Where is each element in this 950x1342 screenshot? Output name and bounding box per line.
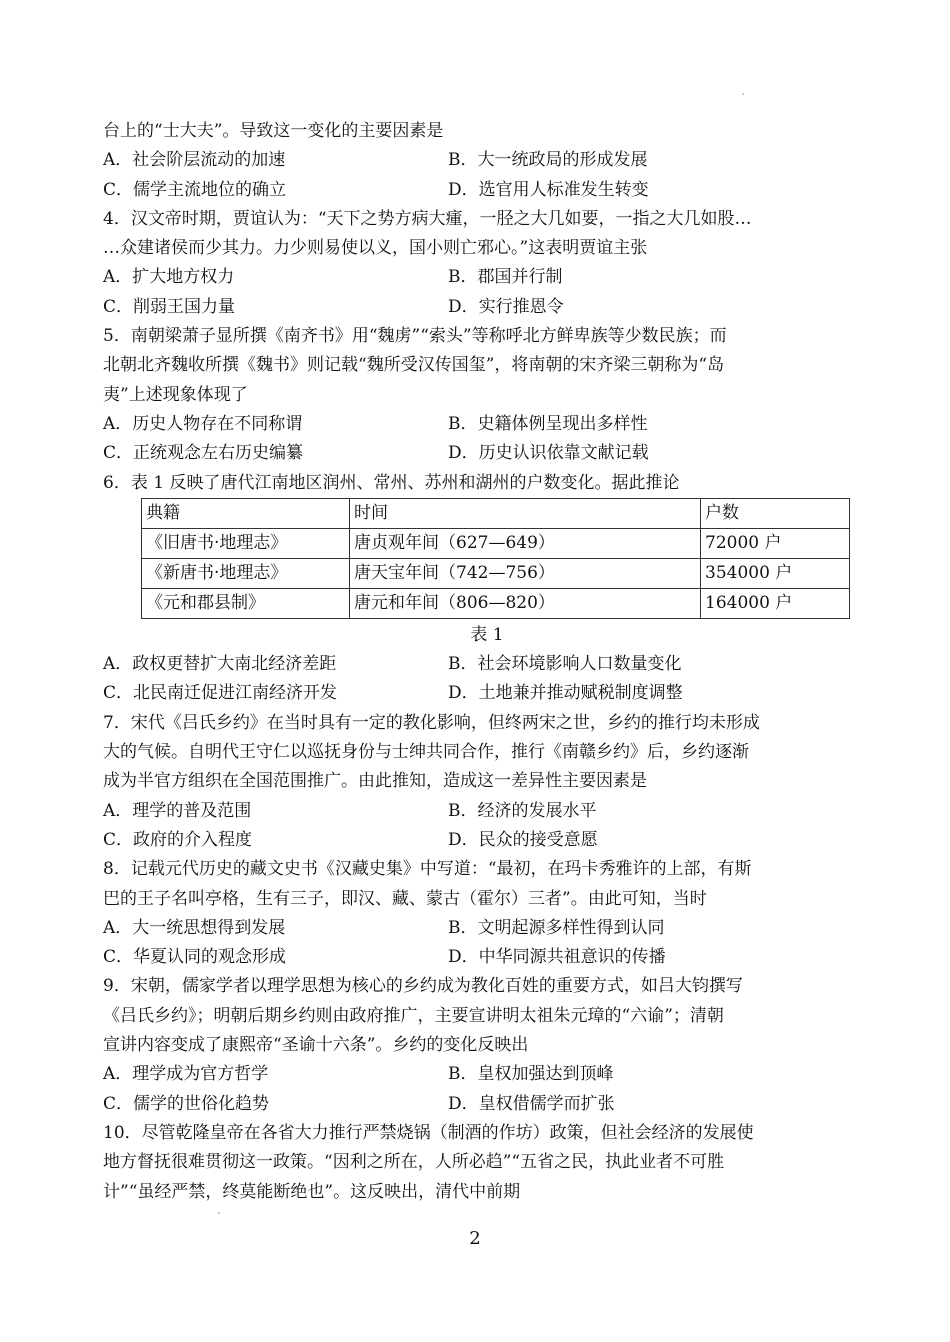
answer-option: B．经济的发展水平 [448,800,597,821]
answer-option: C．北民南迁促进江南经济开发 [103,683,338,704]
question-text-line: 台上的“士大夫”。导致这一变化的主要因素是 [103,121,444,141]
table-row [142,558,850,588]
answer-option: A．理学成为官方哲学 [103,1064,269,1085]
answer-option: B．文明起源多样性得到认同 [448,917,665,938]
question-text-line: 5．南朝梁萧子显所撰《南齐书》用“魏虏”“索头”等称呼北方鲜卑族等少数民族；而 [103,326,727,347]
question-text-line: 10．尽管乾隆皇帝在各省大力推行严禁烧锅（制酒的作坊）政策，但社会经济的发展使 [103,1122,754,1143]
question-text-line: 7．宋代《吕氏乡约》在当时具有一定的教化影响，但终两宋之世，乡约的推行均未形成 [103,712,760,733]
answer-option: A．扩大地方权力 [103,267,235,288]
table-row [142,528,850,558]
answer-option: D．实行推恩令 [448,296,564,317]
question-text-line: 巴的王子名叫亭格，生有三子，即汉、藏、蒙古（霍尔）三者”。由此可知，当时 [103,888,707,909]
answer-option: A．政权更替扩大南北经济差距 [103,654,337,675]
answer-option: A．历史人物存在不同称谓 [103,413,303,434]
answer-options-row [103,410,851,439]
answer-option: A．大一统思想得到发展 [103,917,286,938]
question-text-line: 计”“虽经严禁，终莫能断绝也”。这反映出，清代中前期 [103,1181,521,1202]
question-text-line: 9．宋朝，儒家学者以理学思想为核心的乡约成为教化百姓的重要方式，如吕大钧撰写 [103,976,743,997]
answer-option: B．大一统政局的形成发展 [448,150,648,171]
answer-option: C．正统观念左右历史编纂 [103,443,304,464]
question-text-line: 成为半官方组织在全国范围推广。由此推知，造成这一差异性主要因素是 [103,771,647,792]
answer-option: C．削弱王国力量 [103,296,236,317]
table-header-cell: 户数 [701,498,850,528]
answer-options-row [103,826,851,855]
answer-option: B．社会环境影响人口数量变化 [448,654,682,675]
answer-option: B．史籍体例呈现出多样性 [448,413,648,434]
answer-options-row [103,650,851,679]
answer-option: C．儒学的世俗化趋势 [103,1093,270,1114]
table-cell: 354000 户 [701,558,850,588]
question-text-line: 6．表 1 反映了唐代江南地区润州、常州、苏州和湖州的户数变化。据此推论 [103,472,680,493]
table-caption: 表 1 [470,624,504,645]
table-cell: 164000 户 [701,588,850,618]
table-header-row [142,498,850,528]
answer-option: A．理学的普及范围 [103,800,252,821]
table-cell: 《新唐书·地理志》 [142,558,350,588]
question-text-line: 4．汉文帝时期，贾谊认为：“天下之势方病大瘇，一胫之大几如要，一指之大几如股… [103,208,752,229]
answer-options-row [103,176,851,205]
answer-option: D．土地兼并推动赋税制度调整 [448,683,683,704]
answer-option: C．政府的介入程度 [103,829,253,850]
answer-option: C．华夏认同的观念形成 [103,947,287,968]
scan-speck [218,1212,220,1214]
question-text-line: …众建诸侯而少其力。力少则易使以义，国小则亡邪心。”这表明贾谊主张 [103,238,648,259]
answer-options-row [103,943,851,972]
table-cell: 72000 户 [701,528,850,558]
question-content [103,117,851,1207]
table-header-cell: 典籍 [142,498,350,528]
question-text-line: 宣讲内容变成了康熙帝“圣谕十六条”。乡约的变化反映出 [103,1035,529,1056]
answer-options-row [103,146,851,175]
question-text-line: 《吕氏乡约》；明朝后期乡约则由政府推广，主要宣讲明太祖朱元璋的“六谕”；清朝 [103,1005,724,1026]
answer-options-row [103,263,851,292]
answer-option: B．皇权加强达到顶峰 [448,1064,614,1085]
answer-option: D．皇权借儒学而扩张 [448,1093,615,1114]
table-cell: 唐天宝年间（742—756） [350,558,701,588]
answer-option: A．社会阶层流动的加速 [103,150,286,171]
answer-options-row [103,1060,851,1089]
table-row [142,588,850,618]
table-cell: 《元和郡县制》 [142,588,350,618]
household-table [141,498,850,619]
answer-options-row [103,1090,851,1119]
answer-option: D．中华同源共祖意识的传播 [448,947,666,968]
scan-speck [742,93,744,95]
question-text-line: 大的气候。自明代王守仁以巡抚身份与士绅共同合作，推行《南赣乡约》后，乡约逐渐 [103,742,749,763]
answer-option: D．选官用人标准发生转变 [448,179,649,200]
answer-option: B．郡国并行制 [448,267,563,288]
answer-options-row [103,293,851,322]
answer-options-row [103,679,851,708]
table-cell: 《旧唐书·地理志》 [142,528,350,558]
page-number: 2 [469,1228,481,1249]
table-cell: 唐贞观年间（627—649） [350,528,701,558]
answer-option: C．儒学主流地位的确立 [103,179,287,200]
question-text-line: 夷”上述现象体现了 [103,384,248,405]
answer-options-row [103,797,851,826]
answer-option: D．民众的接受意愿 [448,829,598,850]
question-text-line: 地方督抚很难贯彻这一政策。“因利之所在，人所必趋”“五省之民，执此业者不可胜 [103,1152,725,1173]
answer-options-row [103,914,851,943]
table-header-cell: 时间 [350,498,701,528]
question-text-line: 8．记载元代历史的藏文史书《汉藏史集》中写道：“最初，在玛卡秀雅许的上部，有斯 [103,859,752,880]
question-text-line: 北朝北齐魏收所撰《魏书》则记载“魏所受汉传国玺”，将南朝的宋齐梁三朝称为“岛 [103,355,725,376]
answer-options-row [103,439,851,468]
answer-option: D．历史认识依靠文献记载 [448,443,649,464]
table-cell: 唐元和年间（806—820） [350,588,701,618]
